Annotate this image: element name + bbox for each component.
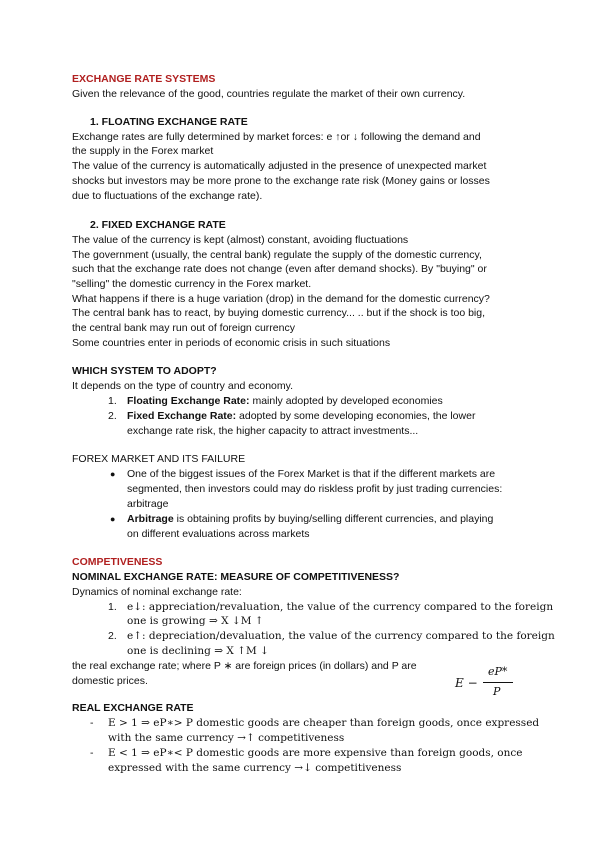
real-item-continuation: with the same currency →↑ competitiveness [108, 732, 345, 744]
fixed-heading: 2. FIXED EXCHANGE RATE [90, 219, 226, 231]
bullet-icon: ● [110, 514, 116, 524]
dash-marker: - [90, 747, 94, 759]
floating-line: due to fluctuations of the exchange rate). [72, 190, 263, 202]
bullet-line: segmented, then investors could may do riskless profit by just trading currencies: [127, 483, 503, 495]
fixed-line: Some countries enter in periods of economic crisis in such situations [72, 337, 391, 349]
list-number: 2. [108, 410, 117, 422]
list-item-text: adopted by some developing economies, the lower [236, 410, 476, 422]
fixed-line: What happens if there is a huge variation (drop) in the demand for the domestic currency? [72, 293, 490, 305]
floating-line: Exchange rates are fully determined by market forces: e ↑or ↓ following the demand and [72, 131, 481, 143]
floating-line: The value of the currency is automatically adjusted in the presence of unexpected market [72, 160, 487, 172]
list-item-text: mainly adopted by developed economies [249, 395, 443, 407]
real-rate-text: the real exchange rate; where P ∗ are foreign prices (in dollars) and P are [72, 660, 417, 672]
bullet-line [127, 513, 493, 526]
fixed-line: The central bank has to react, by buying domestic currency... .. but if the shock is too big, [72, 307, 486, 319]
formula-numerator: eP* [488, 665, 508, 678]
bullet-icon: ● [110, 469, 116, 479]
list-number: 1. [108, 395, 117, 407]
list-item-label: Floating Exchange Rate: [127, 395, 250, 407]
list-item [127, 395, 443, 408]
real-exchange-rate-formula [455, 663, 515, 699]
real-item-continuation: expressed with the same currency →↓ competitiveness [108, 762, 402, 774]
arbitrage-term: Arbitrage [127, 513, 174, 525]
bullet-line: One of the biggest issues of the Forex Market is that if the different markets are [127, 468, 496, 480]
arbitrage-definition: is obtaining profits by buying/selling different currencies, and playing [173, 513, 494, 525]
adopt-heading: WHICH SYSTEM TO ADOPT? [72, 365, 217, 377]
bullet-line: arbitrage [127, 498, 169, 510]
list-item-continuation: one is declining ⇒ X ↑M ↓ [127, 645, 269, 657]
list-item [127, 410, 475, 423]
list-number: 1. [108, 601, 117, 613]
list-item-continuation: one is growing ⇒ X ↓M ↑ [127, 615, 264, 627]
fixed-line: The government (usually, the central bank) regulate the supply of the domestic currency, [72, 249, 482, 261]
list-item-continuation: exchange rate risk, the higher capacity to attract investments... [127, 425, 419, 437]
compet-heading: COMPETIVENESS [72, 556, 163, 568]
formula-denominator: P [493, 685, 501, 698]
fixed-line: The value of the currency is kept (almost) constant, avoiding fluctuations [72, 234, 409, 246]
fixed-line: "selling" the domestic currency in the Forex market. [72, 278, 312, 290]
real-heading: REAL EXCHANGE RATE [72, 702, 194, 714]
fixed-line: such that the exchange rate does not change (even after demand shocks). By "buying" or [72, 263, 487, 275]
fraction-bar [483, 682, 513, 683]
list-item: e↑: depreciation/devaluation, the value of the currency compared to the foreign [127, 630, 555, 642]
forex-heading: FOREX MARKET AND ITS FAILURE [72, 453, 246, 465]
page-title: EXCHANGE RATE SYSTEMS [72, 73, 216, 85]
list-item: e↓: appreciation/revaluation, the value of the currency compared to the foreign [127, 601, 554, 613]
bullet-line: on different evaluations across markets [127, 528, 310, 540]
nominal-heading: NOMINAL EXCHANGE RATE: MEASURE OF COMPETITIVENESS? [72, 571, 400, 583]
real-item: E < 1 ⇒ eP∗< P domestic goods are more expensive than foreign goods, once [108, 747, 523, 759]
floating-line: shocks but investors may be more prone to the exchange rate risk (Money gains or losses [72, 175, 490, 187]
fixed-line: the central bank may run out of foreign currency [72, 322, 295, 334]
formula-lhs: E − [455, 676, 478, 690]
nominal-intro: Dynamics of nominal exchange rate: [72, 586, 242, 598]
intro-text: Given the relevance of the good, countries regulate the market of their own currency. [72, 88, 466, 100]
dash-marker: - [90, 717, 94, 729]
floating-line: the supply in the Forex market [72, 145, 214, 157]
list-number: 2. [108, 630, 117, 642]
real-rate-text: domestic prices. [72, 675, 148, 687]
adopt-intro: It depends on the type of country and economy. [72, 380, 294, 392]
floating-heading: 1. FLOATING EXCHANGE RATE [90, 116, 248, 128]
list-item-label: Fixed Exchange Rate: [127, 410, 237, 422]
real-item: E > 1 ⇒ eP∗> P domestic goods are cheaper than foreign goods, once expressed [108, 717, 540, 729]
